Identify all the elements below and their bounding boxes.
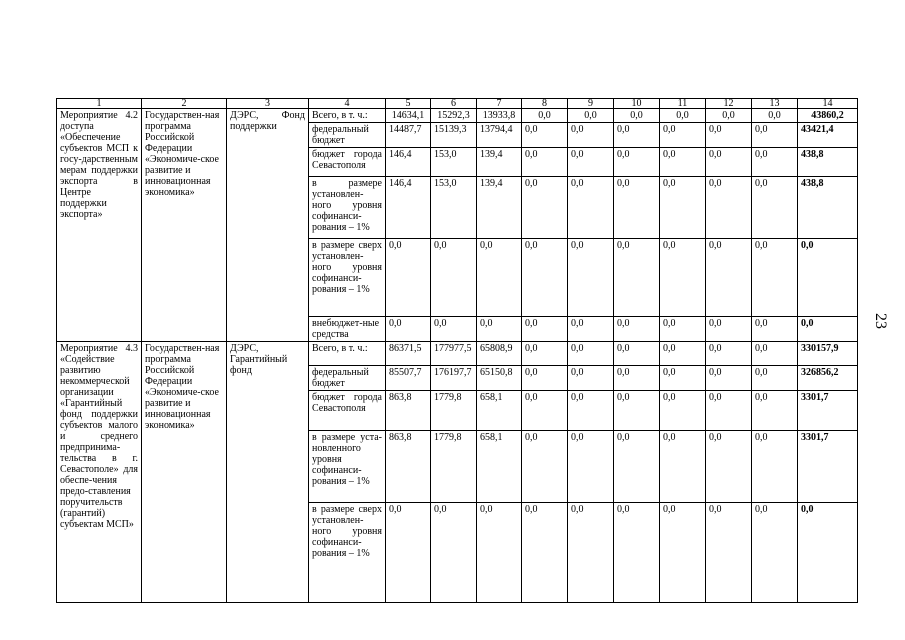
value-cell: 0,0: [522, 366, 568, 391]
total-value-cell: 0,0: [798, 239, 858, 317]
value-cell: 1779,8: [431, 391, 477, 431]
header-cell: 13: [752, 99, 798, 109]
value-cell: 0,0: [660, 431, 706, 503]
value-cell: 0,0: [522, 431, 568, 503]
value-cell: 658,1: [477, 431, 522, 503]
value-cell: 0,0: [752, 123, 798, 148]
value-cell: 14487,7: [386, 123, 431, 148]
value-cell: 0,0: [568, 109, 614, 123]
value-cell: 0,0: [660, 391, 706, 431]
table-body: [57, 99, 858, 603]
value-cell: 14634,1: [386, 109, 431, 123]
header-cell: 8: [522, 99, 568, 109]
header-cell: 5: [386, 99, 431, 109]
value-cell: 0,0: [568, 342, 614, 366]
value-cell: 0,0: [752, 366, 798, 391]
measure-executor: ДЭРС, Гарантийный фонд: [227, 342, 309, 603]
value-cell: 0,0: [568, 503, 614, 603]
value-cell: 0,0: [660, 366, 706, 391]
value-cell: 0,0: [386, 317, 431, 342]
budget-table: [56, 98, 858, 603]
value-cell: 153,0: [431, 177, 477, 239]
funding-source-label: бюджет города Севастополя: [309, 148, 386, 177]
total-value-cell: 438,8: [798, 177, 858, 239]
value-cell: 0,0: [752, 431, 798, 503]
value-cell: 13794,4: [477, 123, 522, 148]
value-cell: 0,0: [522, 148, 568, 177]
funding-source-label: федеральный бюджет: [309, 123, 386, 148]
value-cell: 0,0: [477, 317, 522, 342]
header-cell: 7: [477, 99, 522, 109]
value-cell: 0,0: [706, 148, 752, 177]
value-cell: 0,0: [568, 391, 614, 431]
header-cell: 12: [706, 99, 752, 109]
value-cell: 0,0: [568, 239, 614, 317]
value-cell: 0,0: [614, 342, 660, 366]
total-value-cell: 43421,4: [798, 123, 858, 148]
funding-source-label: бюджет города Севастополя: [309, 391, 386, 431]
value-cell: 0,0: [752, 342, 798, 366]
value-cell: 0,0: [706, 177, 752, 239]
value-cell: 0,0: [706, 431, 752, 503]
measure-executor: ДЭРС, Фонд поддержки: [227, 109, 309, 342]
value-cell: 0,0: [660, 148, 706, 177]
total-value-cell: 0,0: [798, 503, 858, 603]
measure-program: Государствен-ная программа Российской Федерации «Экономиче-ское развитие и инновационная экономика»: [142, 109, 227, 342]
value-cell: 0,0: [660, 177, 706, 239]
value-cell: 863,8: [386, 391, 431, 431]
value-cell: 86371,5: [386, 342, 431, 366]
funding-source-label: в размере сверх установлен-ного уровня софинанси-рования – 1%: [309, 503, 386, 603]
value-cell: 0,0: [522, 123, 568, 148]
value-cell: 0,0: [706, 391, 752, 431]
value-cell: 0,0: [568, 366, 614, 391]
page-number: 23: [872, 313, 889, 329]
value-cell: 146,4: [386, 148, 431, 177]
value-cell: 0,0: [706, 342, 752, 366]
value-cell: 0,0: [568, 317, 614, 342]
value-cell: 0,0: [568, 148, 614, 177]
value-cell: 0,0: [614, 177, 660, 239]
header-cell: 10: [614, 99, 660, 109]
header-cell: 3: [227, 99, 309, 109]
value-cell: 0,0: [706, 366, 752, 391]
value-cell: 0,0: [522, 503, 568, 603]
value-cell: 0,0: [614, 317, 660, 342]
value-cell: 0,0: [386, 503, 431, 603]
measure-program: Государствен-ная программа Российской Федерации «Экономиче-ское развитие и инновационная экономика»: [142, 342, 227, 603]
total-value-cell: 3301,7: [798, 431, 858, 503]
header-row: [57, 99, 858, 109]
value-cell: 0,0: [752, 109, 798, 123]
table-row: [57, 342, 858, 366]
value-cell: 0,0: [614, 431, 660, 503]
total-value-cell: 330157,9: [798, 342, 858, 366]
value-cell: 0,0: [660, 109, 706, 123]
funding-source-label: Всего, в т. ч.:: [309, 342, 386, 366]
value-cell: 13933,8: [477, 109, 522, 123]
value-cell: 658,1: [477, 391, 522, 431]
value-cell: 0,0: [752, 177, 798, 239]
value-cell: 0,0: [431, 503, 477, 603]
header-cell: 2: [142, 99, 227, 109]
value-cell: 0,0: [660, 342, 706, 366]
value-cell: 0,0: [522, 109, 568, 123]
total-value-cell: 3301,7: [798, 391, 858, 431]
value-cell: 177977,5: [431, 342, 477, 366]
value-cell: 85507,7: [386, 366, 431, 391]
value-cell: 153,0: [431, 148, 477, 177]
value-cell: 0,0: [752, 239, 798, 317]
funding-source-label: в размере уста-новленного уровня софинанси-рования – 1%: [309, 431, 386, 503]
value-cell: 0,0: [660, 123, 706, 148]
value-cell: 0,0: [614, 123, 660, 148]
value-cell: 0,0: [706, 317, 752, 342]
value-cell: 0,0: [706, 109, 752, 123]
header-cell: 14: [798, 99, 858, 109]
value-cell: 1779,8: [431, 431, 477, 503]
value-cell: 0,0: [706, 123, 752, 148]
value-cell: 0,0: [752, 391, 798, 431]
header-cell: 6: [431, 99, 477, 109]
value-cell: 863,8: [386, 431, 431, 503]
value-cell: 0,0: [522, 239, 568, 317]
value-cell: 0,0: [660, 239, 706, 317]
value-cell: 0,0: [522, 177, 568, 239]
value-cell: 65150,8: [477, 366, 522, 391]
value-cell: 139,4: [477, 177, 522, 239]
value-cell: 0,0: [706, 239, 752, 317]
value-cell: 0,0: [431, 317, 477, 342]
value-cell: 0,0: [477, 503, 522, 603]
value-cell: 0,0: [752, 503, 798, 603]
value-cell: 0,0: [522, 342, 568, 366]
funding-source-label: внебюджет-ные средства: [309, 317, 386, 342]
value-cell: 0,0: [614, 148, 660, 177]
value-cell: 176197,7: [431, 366, 477, 391]
value-cell: 0,0: [706, 503, 752, 603]
value-cell: 65808,9: [477, 342, 522, 366]
value-cell: 0,0: [614, 503, 660, 603]
value-cell: 0,0: [431, 239, 477, 317]
value-cell: 0,0: [522, 317, 568, 342]
value-cell: 0,0: [568, 177, 614, 239]
value-cell: 0,0: [660, 503, 706, 603]
funding-source-label: в размере установлен-ного уровня софинанси-рования – 1%: [309, 177, 386, 239]
value-cell: 0,0: [522, 391, 568, 431]
value-cell: 15139,3: [431, 123, 477, 148]
value-cell: 0,0: [614, 366, 660, 391]
value-cell: 0,0: [568, 123, 614, 148]
funding-source-label: Всего, в т. ч.:: [309, 109, 386, 123]
header-cell: 11: [660, 99, 706, 109]
value-cell: 139,4: [477, 148, 522, 177]
value-cell: 0,0: [752, 317, 798, 342]
value-cell: 0,0: [568, 431, 614, 503]
value-cell: 0,0: [614, 109, 660, 123]
measure-name: Мероприятие 4.2 доступа «Обеспечение субъектов МСП к госу-дарственным мерам поддержки экспорта в Центре поддержки экспорта»: [57, 109, 142, 342]
total-value-cell: 43860,2: [798, 109, 858, 123]
value-cell: 0,0: [752, 148, 798, 177]
total-value-cell: 438,8: [798, 148, 858, 177]
value-cell: 0,0: [660, 317, 706, 342]
funding-source-label: федеральный бюджет: [309, 366, 386, 391]
header-cell: 1: [57, 99, 142, 109]
header-cell: 4: [309, 99, 386, 109]
measure-name: Мероприятие 4.3 «Содействие развитию некоммерческой организации «Гарантийный фонд поддержки субъектов малого и среднего предпринима-тельства в г. Севастополе» для обеспе-чения предо-ставления поручительств (гарантий) субъектам МСП»: [57, 342, 142, 603]
value-cell: 15292,3: [431, 109, 477, 123]
table-row: [57, 109, 858, 123]
value-cell: 0,0: [614, 391, 660, 431]
header-cell: 9: [568, 99, 614, 109]
value-cell: 0,0: [477, 239, 522, 317]
funding-source-label: в размере сверх установлен-ного уровня софинанси-рования – 1%: [309, 239, 386, 317]
value-cell: 0,0: [386, 239, 431, 317]
total-value-cell: 0,0: [798, 317, 858, 342]
value-cell: 0,0: [614, 239, 660, 317]
total-value-cell: 326856,2: [798, 366, 858, 391]
value-cell: 146,4: [386, 177, 431, 239]
